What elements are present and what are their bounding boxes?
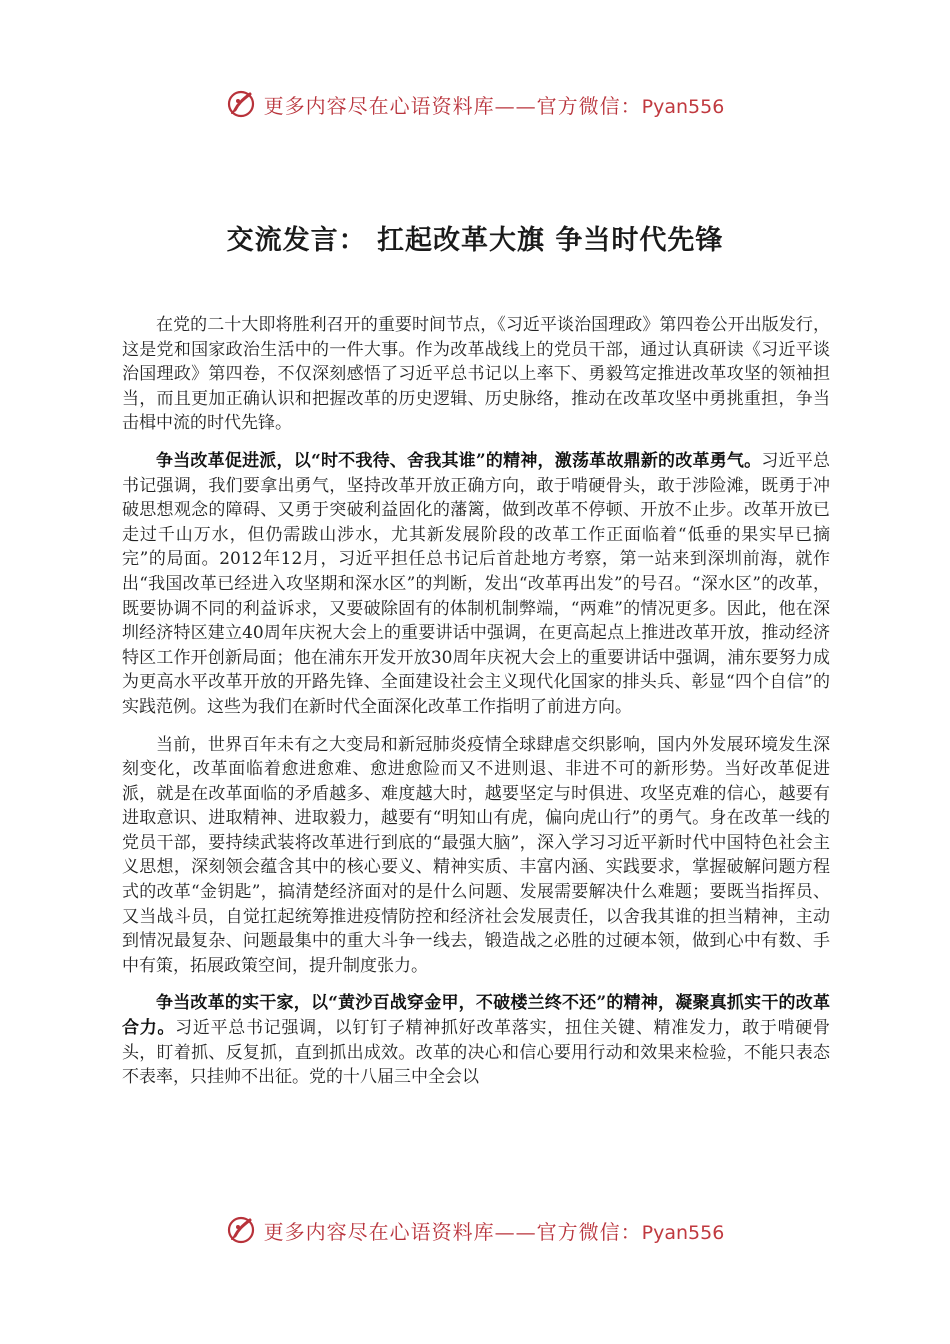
banner-text (264, 90, 725, 119)
paragraph (122, 449, 830, 720)
banner-wechat-id: Pyan556 (641, 1221, 725, 1244)
pen-logo-icon (226, 88, 258, 120)
banner-site-name: 更多内容尽在心语资料库 (263, 1219, 495, 1244)
banner-wechat-label: 官方微信： (536, 93, 642, 118)
paragraph-text: 习近平总书记强调，以钉钉子精神抓好改革落实，扭住关键、精准发力，敢于啃硬骨头，盯着抓、反复抓，直到抓出成效。改革的决心和信心要用行动和效果来检验，不能只表态不表率，只挂帅不出征。党的十八届三中全会以 (122, 1018, 831, 1088)
banner-wechat-label: 官方微信： (536, 1219, 642, 1244)
paragraph-text: 当前，世界百年未有之大变局和新冠肺炎疫情全球肆虐交织影响，国内外发展环境发生深刻变化，改革面临着愈进愈难、愈进愈险而又不进则退、非进不可的新形势。当好改革促进派，就是在改革面临的矛盾越多、难度越大时，越要坚定与时俱进、攻坚克难的信心，越要有进取意识、进取精神、进取毅力，越要有“明知山有虎，偏向虎山行”的勇气。身在改革一线的党员干部，要持续武装将改革进行到底的“最强大脑”，深入学习习近平新时代中国特色社会主义思想，深刻领会蕴含其中的核心要义、精神实质、丰富内涵、实践要求，掌握破解问题方程式的改革“金钥匙”，搞清楚经济面对的是什么问题、发展需要解决什么难题；要既当指挥员、又当战斗员，自觉扛起统筹推进疫情防控和经济社会发展责任，以舍我其谁的担当精神，主动到情况最复杂、问题最集中的重大斗争一线去，锻造战之必胜的过硬本领，做到心中有数、手中有策，拓展政策空间，提升制度张力。 (122, 734, 830, 976)
paragraph (122, 313, 830, 436)
banner-dash: —— (494, 1219, 537, 1244)
pen-logo-icon (226, 1214, 258, 1246)
paragraph (122, 991, 830, 1089)
paragraph-text: 在党的二十大即将胜利召开的重要时间节点，《习近平谈治国理政》第四卷公开出版发行，这是党和国家政治生活中的一件大事。作为改革战线上的党员干部，通过认真研读《习近平谈治国理政》第四卷，不仅深刻感悟了习近平总书记以上率下、勇毅笃定推进改革攻坚的领袖担当，而且更加正确认识和把握改革的历史逻辑、历史脉络，推动在改革攻坚中勇挑重担，争当击楫中流的时代先锋。 (122, 315, 830, 434)
header-banner[interactable] (0, 84, 950, 124)
document-title: 交流发言： 扛起改革大旗 争当时代先锋 (226, 225, 724, 256)
paragraph-lead: 争当改革促进派，以“时不我待、舍我其谁”的精神，激荡革故鼎新的改革勇气。 (156, 450, 762, 471)
paragraph-lead: 争当改革的实干家，以“黄沙百战穿金甲，不破楼兰终不还”的精神，凝聚真抓实干的改革合力。 (122, 993, 830, 1039)
document-body (122, 313, 830, 1103)
footer-banner[interactable] (0, 1210, 950, 1250)
paragraph-text: 习近平总书记强调，我们要拿出勇气，坚持改革开放正确方向，敢于啃硬骨头，敢于涉险滩，既勇于冲破思想观念的障碍、又勇于突破利益固化的藩篱，做到改革不停顿、开放不止步。改革开放已走过千山万水，但仍需跋山涉水，尤其新发展阶段的改革工作正面临着“低垂的果实早已摘完”的局面。2012年12月，习近平担任总书记后首赴地方考察，第一站来到深圳前海，就作出“我国改革已经进入攻坚期和深水区”的判断，发出“改革再出发”的号召。“深水区”的改革，既要协调不同的利益诉求，又要破除固有的体制机制弊端，“两难”的情况更多。因此，他在深圳经济特区建立40周年庆祝大会上的重要讲话中强调，在更高起点上推进改革开放，推动经济特区工作开创新局面；他在浦东开发开放30周年庆祝大会上的重要讲话中强调，浦东要努力成为更高水平改革开放的开路先锋、全面建设社会主义现代化国家的排头兵、彰显“四个自信”的实践范例。这些为我们在新时代全面深化改革工作指明了前进方向。 (122, 450, 830, 717)
banner-site-name: 更多内容尽在心语资料库 (263, 93, 495, 118)
banner-text (264, 1216, 725, 1245)
banner-dash: —— (494, 93, 537, 118)
paragraph (122, 733, 830, 979)
banner-wechat-id: Pyan556 (641, 95, 725, 118)
